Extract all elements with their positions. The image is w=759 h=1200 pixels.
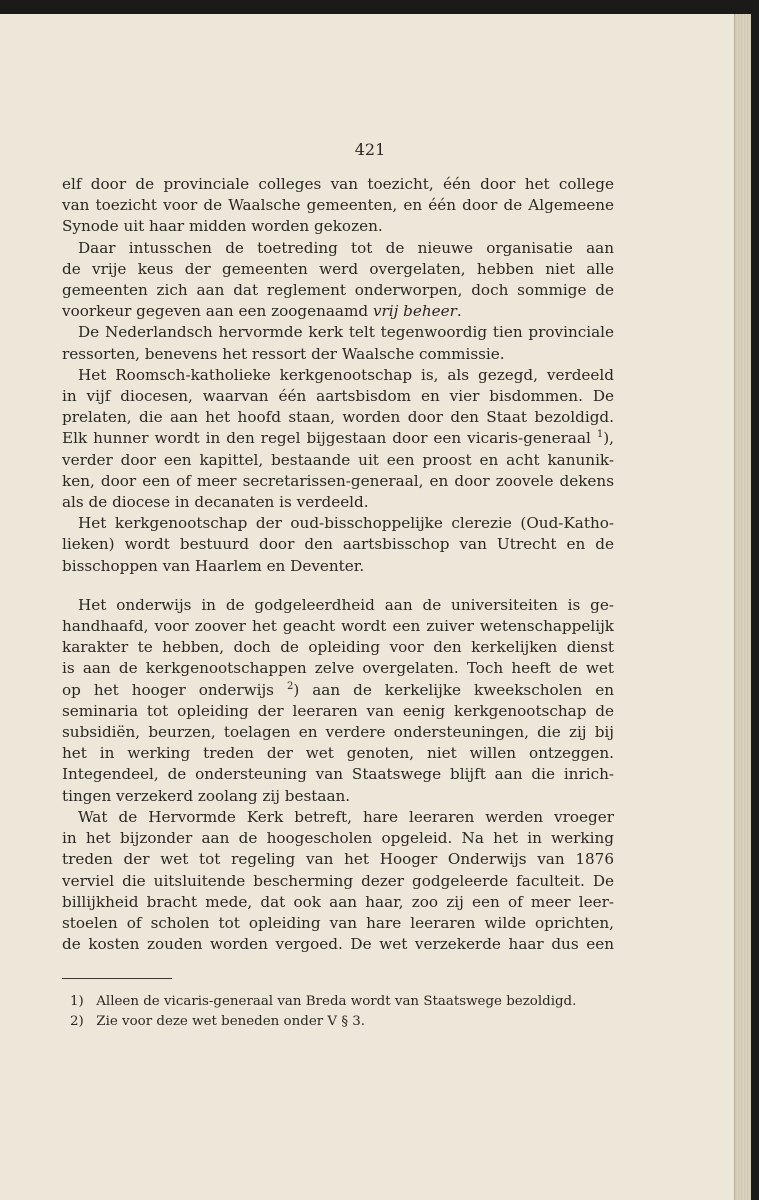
text-line: is aan de kerkgenootschappen zelve overgelaten. Toch heeft de wet <box>62 659 614 678</box>
body-text <box>62 174 614 955</box>
text-line: Daar intusschen de toetreding tot de nieuwe organisatie aan <box>78 238 614 257</box>
page-edge-stack <box>734 14 751 1200</box>
book-page <box>0 14 740 1200</box>
text-line: subsidiën, beurzen, toelagen en verdere ondersteuningen, die zij bij <box>62 723 614 742</box>
text-line: karakter te hebben, doch de opleiding voor den kerkelijken dienst <box>62 638 614 657</box>
text-line: in het bijzonder aan de hoogescholen opgeleid. Na het in werking <box>62 829 614 848</box>
footnotes <box>62 992 622 1032</box>
paragraph <box>62 238 614 323</box>
text-line: het in werking treden der wet genoten, niet willen ontzeggen. <box>62 744 614 763</box>
text-line <box>62 301 614 322</box>
text-line: De Nederlandsch hervormde kerk telt tegenwoordig tien provinciale <box>78 323 614 342</box>
footnote-divider <box>62 978 172 979</box>
text-line: bisschoppen van Haarlem en Deventer. <box>62 556 365 575</box>
text-line: Synode uit haar midden worden gekozen. <box>62 217 383 236</box>
footnote-number: 2) <box>70 1014 84 1029</box>
paragraph <box>62 174 614 238</box>
text-line: van toezicht voor de Waalsche gemeenten, en één door de Algemeene <box>62 196 614 215</box>
text-run: voorkeur gegeven aan een zoogenaamd <box>62 302 373 321</box>
text-line: stoelen of scholen tot opleiding van hare leeraren wilde oprichten, <box>62 913 614 932</box>
text-run: ), <box>603 429 614 448</box>
footnote-text: Alleen de vicaris-generaal van Breda wordt van Staatswege bezoldigd. <box>96 994 577 1009</box>
section-gap <box>62 577 614 595</box>
text-line: elf door de provinciale colleges van toezicht, één door het college <box>62 175 614 193</box>
text-line: Het onderwijs in de godgeleerdheid aan de universiteiten is ge- <box>78 595 614 614</box>
footnote-text: Zie voor deze wet beneden onder V § 3. <box>96 1014 366 1029</box>
paragraph <box>62 322 614 364</box>
text-line: gemeenten zich aan dat reglement onderworpen, doch sommige de <box>62 281 614 300</box>
text-line: de kosten zouden worden vergoed. De wet verzekerde haar dus een <box>62 935 614 954</box>
footnote <box>62 1012 622 1032</box>
text-line <box>62 428 614 449</box>
text-run: op het hooger onderwijs <box>62 680 287 699</box>
text-line: treden der wet tot regeling van het Hooger Onderwijs van 1876 <box>62 850 614 869</box>
text-line: Wat de Hervormde Kerk betreft, hare leeraren werden vroeger <box>78 807 614 826</box>
text-line: prelaten, die aan het hoofd staan, worden door den Staat bezoldigd. <box>62 408 614 427</box>
paragraph <box>62 595 614 807</box>
text-line: lieken) wordt bestuurd door den aartsbisschop van Utrecht en de <box>62 535 614 554</box>
text-line: Het Roomsch-katholieke kerkgenootschap is, als gezegd, verdeeld <box>78 365 614 384</box>
text-line: tingen verzekerd zoolang zij bestaan. <box>62 786 351 805</box>
text-run: Elk hunner wordt in den regel bijgestaan door een vicaris-generaal <box>62 429 597 448</box>
text-line: billijkheid bracht mede, dat ook aan haar, zoo zij een of meer leer- <box>62 892 614 911</box>
text-line: als de diocese in decanaten is verdeeld. <box>62 493 369 512</box>
text-line: handhaafd, voor zoover het geacht wordt een zuiver wetenschappelijk <box>62 617 614 636</box>
text-line <box>62 680 614 701</box>
footnote-number: 1) <box>70 994 84 1009</box>
footnote-ref[interactable]: 1 <box>596 429 604 441</box>
footnote-ref[interactable]: 2 <box>286 680 294 692</box>
text-line: ken, door een of meer secretarissen-generaal, en door zoovele dekens <box>62 471 614 490</box>
text-run: ) aan de kerkelijke kweekscholen en <box>293 680 614 699</box>
text-line: verder door een kapittel, bestaande uit een proost en acht kanunik- <box>62 450 614 469</box>
paragraph <box>62 365 614 513</box>
paragraph <box>62 513 614 577</box>
text-line: Het kerkgenootschap der oud-bisschoppelijke clerezie (Oud-Katho- <box>78 514 614 533</box>
italic-term: vrij beheer <box>372 302 457 321</box>
paragraph <box>62 807 614 955</box>
text-line: ressorten, benevens het ressort der Waalsche commissie. <box>62 344 505 363</box>
text-run: . <box>456 302 462 321</box>
text-line: de vrije keus der gemeenten werd overgelaten, hebben niet alle <box>62 259 614 278</box>
text-line: Integendeel, de ondersteuning van Staatswege blijft aan die inrich- <box>62 765 614 784</box>
text-line: in vijf diocesen, waarvan één aartsbisdom en vier bisdommen. De <box>62 387 614 406</box>
page-number: 421 <box>354 140 386 159</box>
footnote <box>62 992 622 1012</box>
text-line: verviel die uitsluitende bescherming dezer godgeleerde faculteit. De <box>62 871 614 890</box>
text-line: seminaria tot opleiding der leeraren van eenig kerkgenootschap de <box>62 701 614 720</box>
